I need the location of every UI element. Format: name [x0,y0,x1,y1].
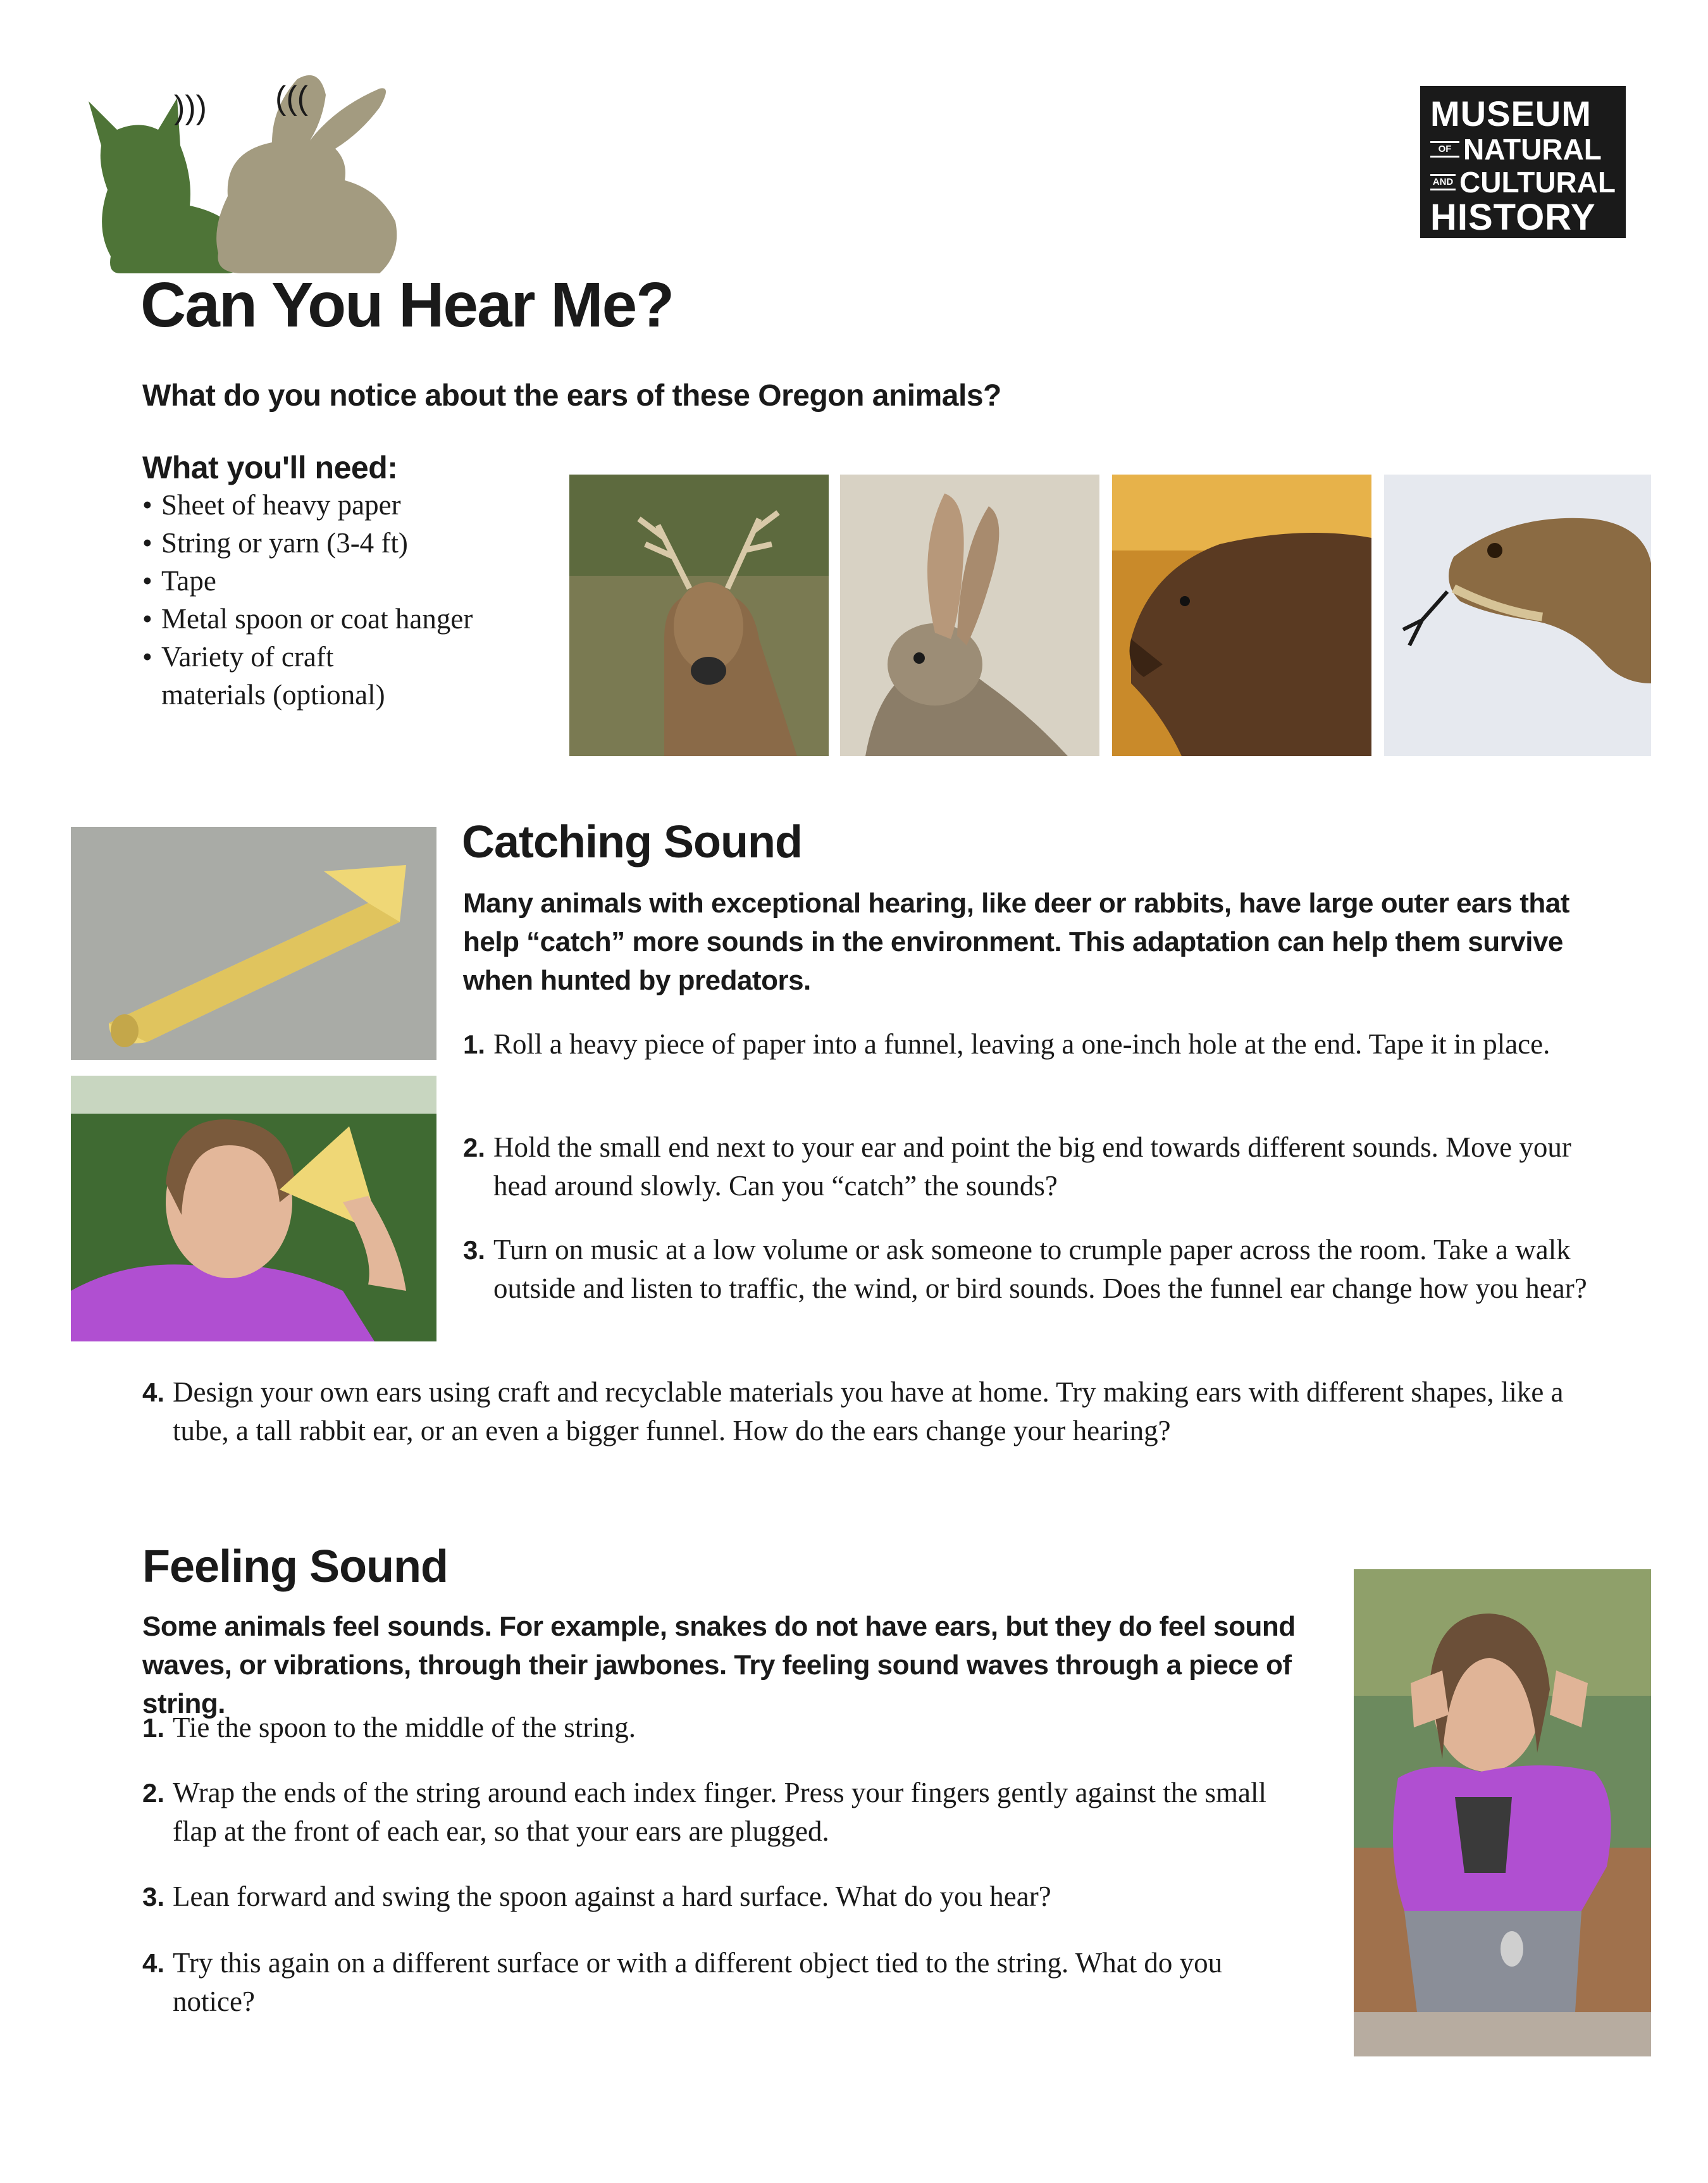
jackrabbit-photo [840,475,1099,756]
catching-step-1 [463,1025,1602,1064]
list-item: • Metal spoon or coat hanger [142,600,541,638]
logo-of: OF [1430,141,1459,158]
feeling-heading: Feeling Sound [142,1541,448,1592]
step-text: Roll a heavy piece of paper into a funnel, leaving a one-inch hole at the end. Tape it in place. [493,1028,1550,1060]
step-text: Wrap the ends of the string around each index finger. Press your fingers gently against the small flap at the front of each ear, so that your ears are plugged. [173,1777,1266,1847]
page-title: Can You Hear Me? [140,270,674,340]
logo-and: AND [1430,174,1456,190]
catching-step-3 [463,1231,1589,1308]
beaver-photo [1112,475,1371,756]
needs-heading: What you'll need: [142,450,398,485]
logo-line-history: HISTORY [1430,197,1596,238]
catching-heading: Catching Sound [462,817,802,868]
paper-funnel-photo [71,827,436,1060]
sound-waves-left: ))) [174,89,207,126]
needs-list [142,486,541,714]
step-number: 1. [142,1713,165,1743]
header-art [82,70,474,278]
feeling-step-3 [142,1877,1313,1916]
snake-photo [1384,475,1651,756]
step-number: 3. [142,1882,165,1912]
list-item: • Variety of craft materials (optional) [142,638,402,714]
feeling-step-2 [142,1774,1313,1851]
step-number: 2. [142,1778,165,1808]
step-text: Try this again on a different surface or with a different object tied to the string. What do you notice? [173,1947,1223,2017]
intro-question: What do you notice about the ears of these Oregon animals? [142,379,1001,413]
list-item: • Tape [142,562,541,600]
step-text: Tie the spoon to the middle of the string. [173,1712,636,1743]
girl-string-photo [1354,1569,1651,2056]
step-text: Design your own ears using craft and recyclable materials you have at home. Try making ears with different shapes, like a tube, a tall rabbit ear, or an even a bigger funnel. How do the ears change your hearing? [173,1376,1564,1446]
catching-step-2 [463,1128,1602,1205]
catching-step-4 [142,1373,1597,1450]
deer-photo [569,475,829,756]
sound-waves-right: ((( [275,80,308,116]
girl-funnel-photo [71,1076,436,1341]
feeling-step-1 [142,1708,1313,1747]
step-number: 4. [142,1378,165,1407]
logo-line-cultural: CULTURAL [1459,166,1616,199]
feeling-intro: Some animals feel sounds. For example, snakes do not have ears, but they do feel sound waves, or vibrations, through their jawbones. Try feeling sound waves through a piece of string. [142,1611,1296,1719]
step-text: Hold the small end next to your ear and point the big end towards different sounds. Move your head around slowly. Can you “catch” the sounds? [493,1131,1571,1202]
step-number: 4. [142,1948,165,1978]
feeling-step-4 [142,1944,1281,2021]
step-text: Turn on music at a low volume or ask someone to crumple paper across the room. Take a walk outside and listen to traffic, the wind, or bird sounds. Does the funnel ear change how you hear? [493,1234,1587,1304]
museum-logo [1420,86,1626,238]
step-number: 3. [463,1235,486,1265]
step-text: Lean forward and swing the spoon against a hard surface. What do you hear? [173,1881,1051,1912]
catching-intro: Many animals with exceptional hearing, like deer or rabbits, have large outer ears that help “catch” more sounds in the environment. This adaptation can help them survive when hunted by predators. [463,888,1569,996]
step-number: 1. [463,1029,486,1059]
list-item: • String or yarn (3-4 ft) [142,524,541,562]
step-number: 2. [463,1133,486,1162]
logo-line-natural: NATURAL [1463,133,1602,166]
logo-line-museum: MUSEUM [1430,94,1592,134]
needs-section [142,449,541,714]
list-item: • Sheet of heavy paper [142,486,541,524]
